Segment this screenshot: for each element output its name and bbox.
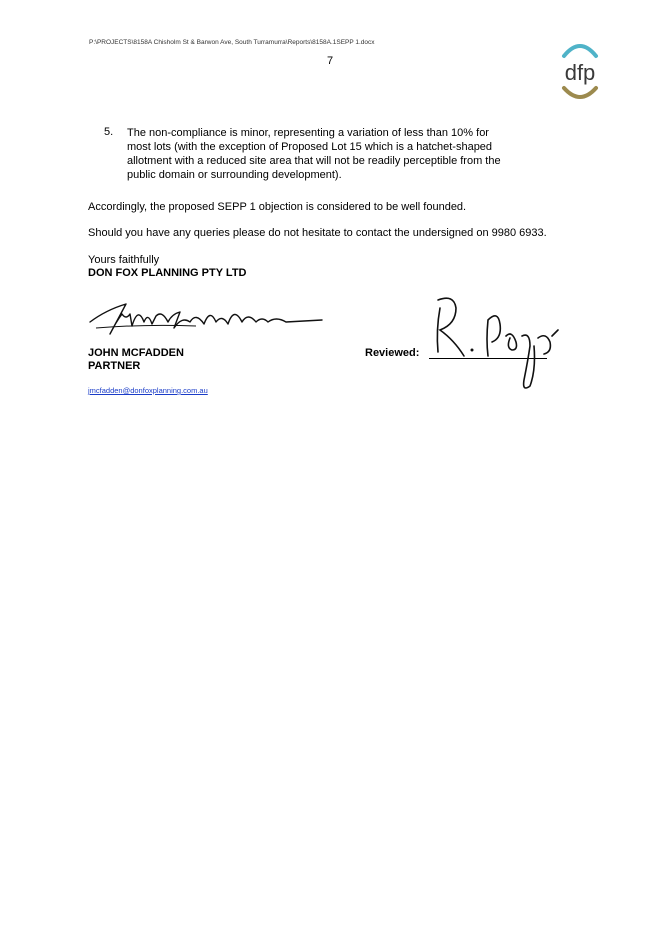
logo-bottom-arc [564, 88, 596, 97]
company-name: DON FOX PLANNING PTY LTD [88, 267, 247, 279]
reviewed-label: Reviewed: [365, 347, 420, 359]
paragraph-contact: Should you have any queries please do not hesitate to contact the undersigned on 9980 6933. [88, 227, 547, 239]
file-path: P:\PROJECTS\8158A Chisholm St & Barwon Ave, South Turramurra\Reports\8158A.1SEPP 1.docx [89, 39, 375, 46]
list-item-line: allotment with a reduced site area that will not be readily perceptible from the [127, 155, 501, 167]
page-number: 7 [327, 55, 334, 67]
signature-john-mcfadden [86, 292, 326, 342]
list-item-number: 5. [104, 126, 114, 138]
email-link[interactable]: jmcfadden@donfoxplanning.com.au [88, 386, 208, 395]
list-item-line: The non-compliance is minor, representing a variation of less than 10% for [127, 127, 489, 139]
paragraph-conclusion: Accordingly, the proposed SEPP 1 objection is considered to be well founded. [88, 201, 467, 213]
list-item-line: most lots (with the exception of Proposed Lot 15 which is a hatchet-shaped [127, 141, 493, 153]
signatory-name: JOHN MCFADDEN [88, 347, 184, 359]
logo-text: dfp [564, 60, 596, 85]
list-item-line: public domain or surrounding development). [127, 169, 342, 181]
list-item-text [127, 126, 547, 182]
salutation: Yours faithfully [88, 254, 160, 266]
signatory-title: PARTNER [88, 360, 141, 372]
dfp-logo [556, 38, 604, 102]
logo-top-arc [564, 46, 596, 56]
signature-reviewer [426, 290, 566, 398]
